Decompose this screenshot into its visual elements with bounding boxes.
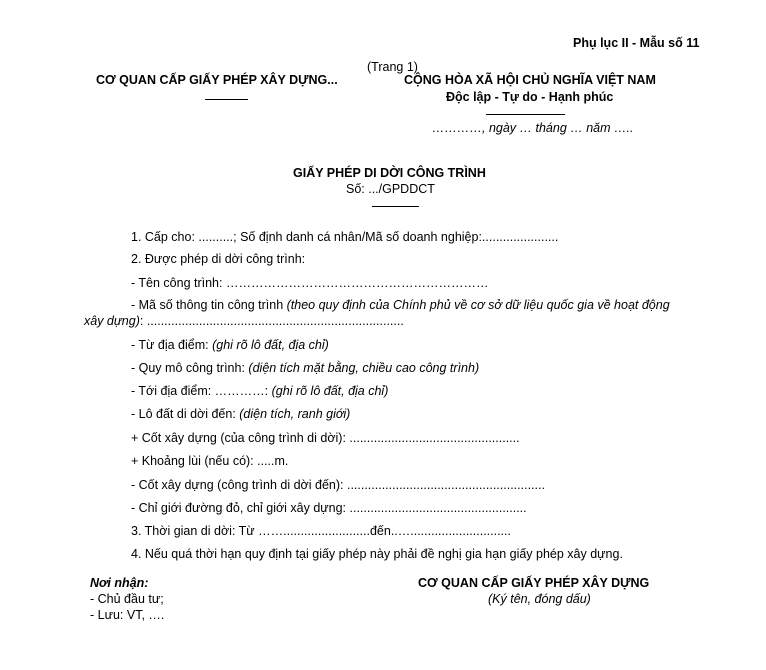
issuing-agency: CƠ QUAN CẤP GIẤY PHÉP XÂY DỰNG... bbox=[96, 73, 338, 87]
recipient-investor: - Chủ đầu tư; bbox=[90, 592, 164, 606]
signer-agency: CƠ QUAN CẤP GIẤY PHÉP XÂY DỰNG bbox=[418, 576, 650, 590]
setback-line: + Khoảng lùi (nếu có): .....m. bbox=[131, 454, 289, 468]
project-code-label: - Mã số thông tin công trình bbox=[131, 298, 287, 312]
destination-lot-line bbox=[131, 407, 350, 421]
page-label: (Trang 1) bbox=[367, 60, 418, 74]
project-name-line: - Tên công trình: ……………………………………………………… bbox=[131, 276, 489, 290]
old-elevation-line: + Cốt xây dựng (của công trình di dời): ................................................. bbox=[131, 431, 520, 445]
motto-underline bbox=[486, 114, 565, 115]
destination-lot-note: (diện tích, ranh giới) bbox=[239, 407, 351, 421]
nation-title: CỘNG HÒA XÃ HỘI CHỦ NGHĨA VIỆT NAM bbox=[404, 73, 656, 87]
item-4-expiry-note: 4. Nếu quá thời hạn quy định tại giấy phép này phải đề nghị gia hạn giấy phép xây dựng. bbox=[131, 547, 623, 561]
document-title: GIẤY PHÉP DI DỜI CÔNG TRÌNH bbox=[293, 166, 486, 180]
date-line: …………, ngày … tháng … năm ….. bbox=[432, 121, 634, 135]
from-location-note: (ghi rõ lô đất, địa chỉ) bbox=[212, 338, 329, 352]
document-number: Số: .../GPDDCT bbox=[346, 182, 435, 196]
agency-underline bbox=[205, 99, 248, 100]
scale-label: - Quy mô công trình: bbox=[131, 361, 249, 375]
motto: Độc lập - Tự do - Hạnh phúc bbox=[446, 90, 614, 104]
new-elevation-line: - Cốt xây dựng (công trình di dời đến): ......................................................... bbox=[131, 478, 545, 492]
project-code-note: (theo quy định của Chính phủ về cơ sở dữ liệu quốc gia về hoạt động bbox=[286, 298, 670, 312]
boundary-line: - Chỉ giới đường đỏ, chỉ giới xây dựng: ................................................... bbox=[131, 501, 527, 515]
scale-note: (diện tích mặt bằng, chiều cao công trình) bbox=[248, 361, 480, 375]
item-1-grantee: 1. Cấp cho: ..........; Số định danh cá nhân/Mã số doanh nghiệp:...................... bbox=[131, 230, 559, 244]
to-location-line bbox=[131, 384, 388, 398]
to-location-note: (ghi rõ lô đất, địa chỉ) bbox=[271, 384, 389, 398]
project-code-note-2: xây dựng) bbox=[84, 314, 140, 328]
project-code-line-2 bbox=[84, 314, 404, 328]
scale-line bbox=[131, 361, 479, 375]
recipient-archive: - Lưu: VT, …. bbox=[90, 608, 165, 622]
title-underline bbox=[372, 206, 419, 207]
destination-lot-label: - Lô đất di dời đến: bbox=[131, 407, 240, 421]
appendix-label: Phụ lục II - Mẫu số 11 bbox=[573, 36, 700, 50]
item-3-duration: 3. Thời gian di dời: Từ …….........................đến..…............................. bbox=[131, 524, 511, 538]
project-code-dots: : .......................................................................... bbox=[139, 314, 404, 328]
recipients-label: Nơi nhận: bbox=[90, 576, 149, 590]
project-code-line bbox=[131, 298, 670, 312]
from-location-line bbox=[131, 338, 329, 352]
item-2-permission: 2. Được phép di dời công trình: bbox=[131, 252, 306, 266]
signature-note: (Ký tên, đóng dấu) bbox=[488, 592, 591, 606]
to-location-label: - Tới địa điểm: …………: bbox=[131, 384, 272, 398]
from-location-label: - Từ địa điểm: bbox=[131, 338, 213, 352]
